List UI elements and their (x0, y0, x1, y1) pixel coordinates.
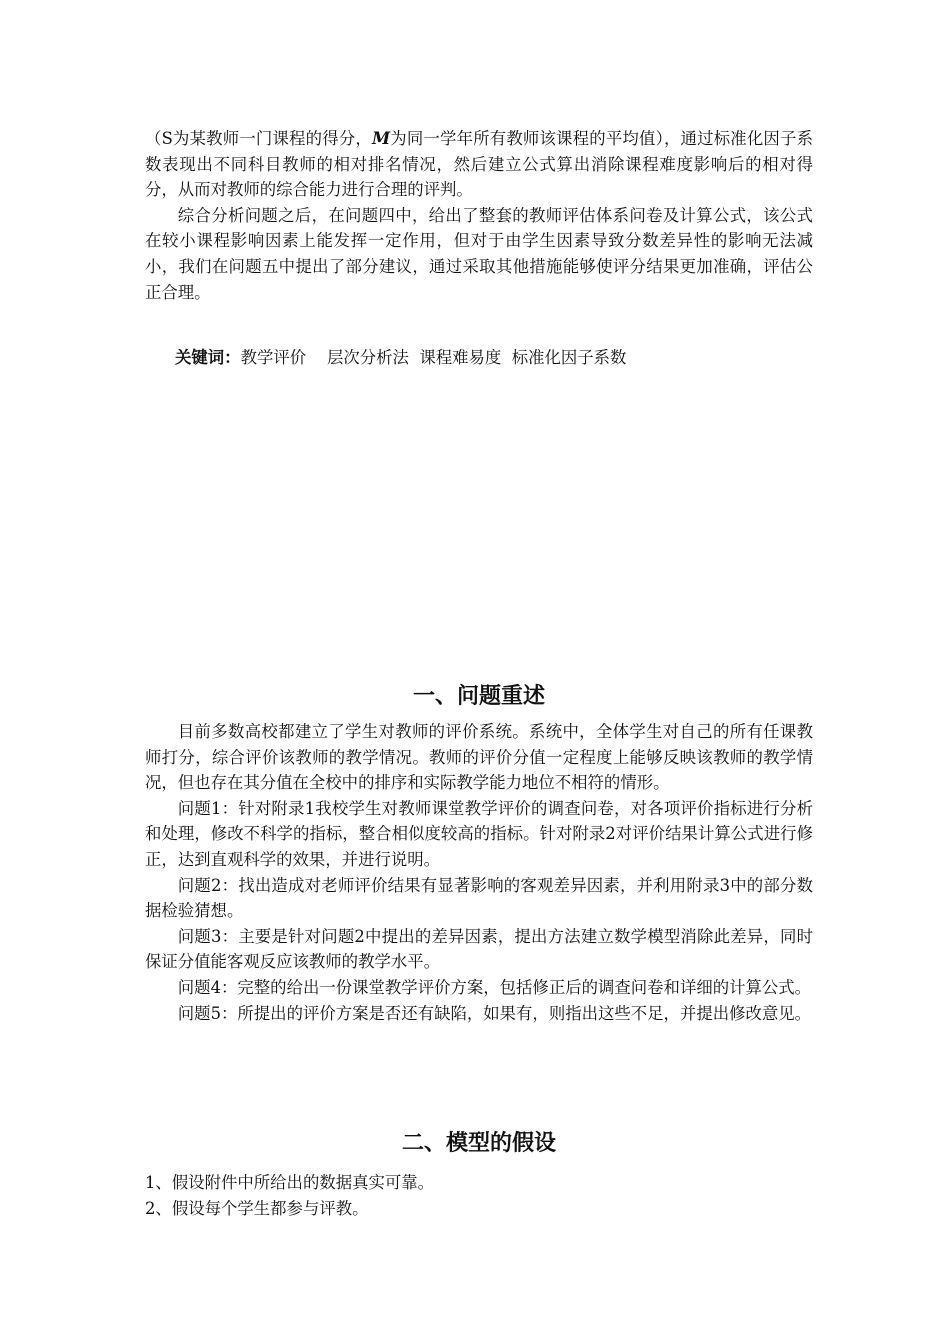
abstract-paragraph-1 (145, 126, 813, 203)
problem-4-paragraph: 问题4：完整的给出一份课堂教学评价方案，包括修正后的调查问卷和详细的计算公式。 (177, 977, 812, 997)
problem-3-paragraph: 问题3：主要是针对问题2中提出的差异因素，提出方法建立数学模型消除此差异，同时保证分值能客观反应该教师的教学水平。 (145, 926, 813, 972)
keywords-label: 关键词： (175, 348, 241, 367)
model-assumptions-list (145, 1170, 813, 1221)
problem-1-paragraph: 问题1：针对附录1我校学生对教师课堂教学评价的调查问卷，对各项评价指标进行分析和处理，修改不科学的指标，整合相似度较高的指标。针对附录2对评价结果计算公式进行修正，达到直观科学的效果，并进行说明。 (145, 798, 813, 869)
assumption-item: 2、假设每个学生都参与评教。 (145, 1198, 369, 1218)
abstract-p1-variable: M (371, 129, 391, 148)
keywords-items: 教学评价 层次分析法 课程难易度 标准化因子系数 (240, 348, 627, 367)
abstract-continuation (145, 126, 813, 305)
section-heading-model-assumptions: 二、模型的假设 (401, 1131, 556, 1156)
problem-intro-paragraph: 目前多数高校都建立了学生对教师的评价系统。系统中，全体学生对自己的所有任课教师打分，综合评价该教师的教学情况。教师的评价分值一定程度上能够反映该教师的教学情况，但也存在其分值在全校中的排序和实际教学能力地位不相符的情形。 (145, 722, 813, 793)
section-heading-problem-restatement: 一、问题重述 (412, 684, 545, 709)
abstract-paragraph-2: 综合分析问题之后，在问题四中，给出了整套的教师评估体系问卷及计算公式，该公式在较小课程影响因素上能发挥一定作用，但对于由学生因素导致分数差异性的影响无法减小，我们在问题五中提出了部分建议，通过采取其他措施能够使评分结果更加准确，评估公正合理。 (145, 205, 813, 302)
problem-restatement-body (145, 719, 813, 1026)
assumption-item: 1、假设附件中所给出的数据真实可靠。 (145, 1173, 435, 1192)
keywords-line (175, 345, 626, 370)
abstract-p1-part2: 为同一学年所有教师该课程的平均值），通过标准化因子系数表现出不同科目教师的相对排名情况，然后建立公式算出消除课程难度影响后的相对得分，从而对教师的综合能力进行合理的评判。 (145, 129, 813, 200)
abstract-p1-part1: （S为某教师一门课程的得分， (145, 129, 372, 148)
problem-2-paragraph: 问题2：找出造成对老师评价结果有显著影响的客观差异因素，并利用附录3中的部分数据检验猜想。 (145, 875, 813, 921)
problem-5-paragraph: 问题5：所提出的评价方案是否还有缺陷，如果有，则指出这些不足，并提出修改意见。 (177, 1003, 812, 1023)
